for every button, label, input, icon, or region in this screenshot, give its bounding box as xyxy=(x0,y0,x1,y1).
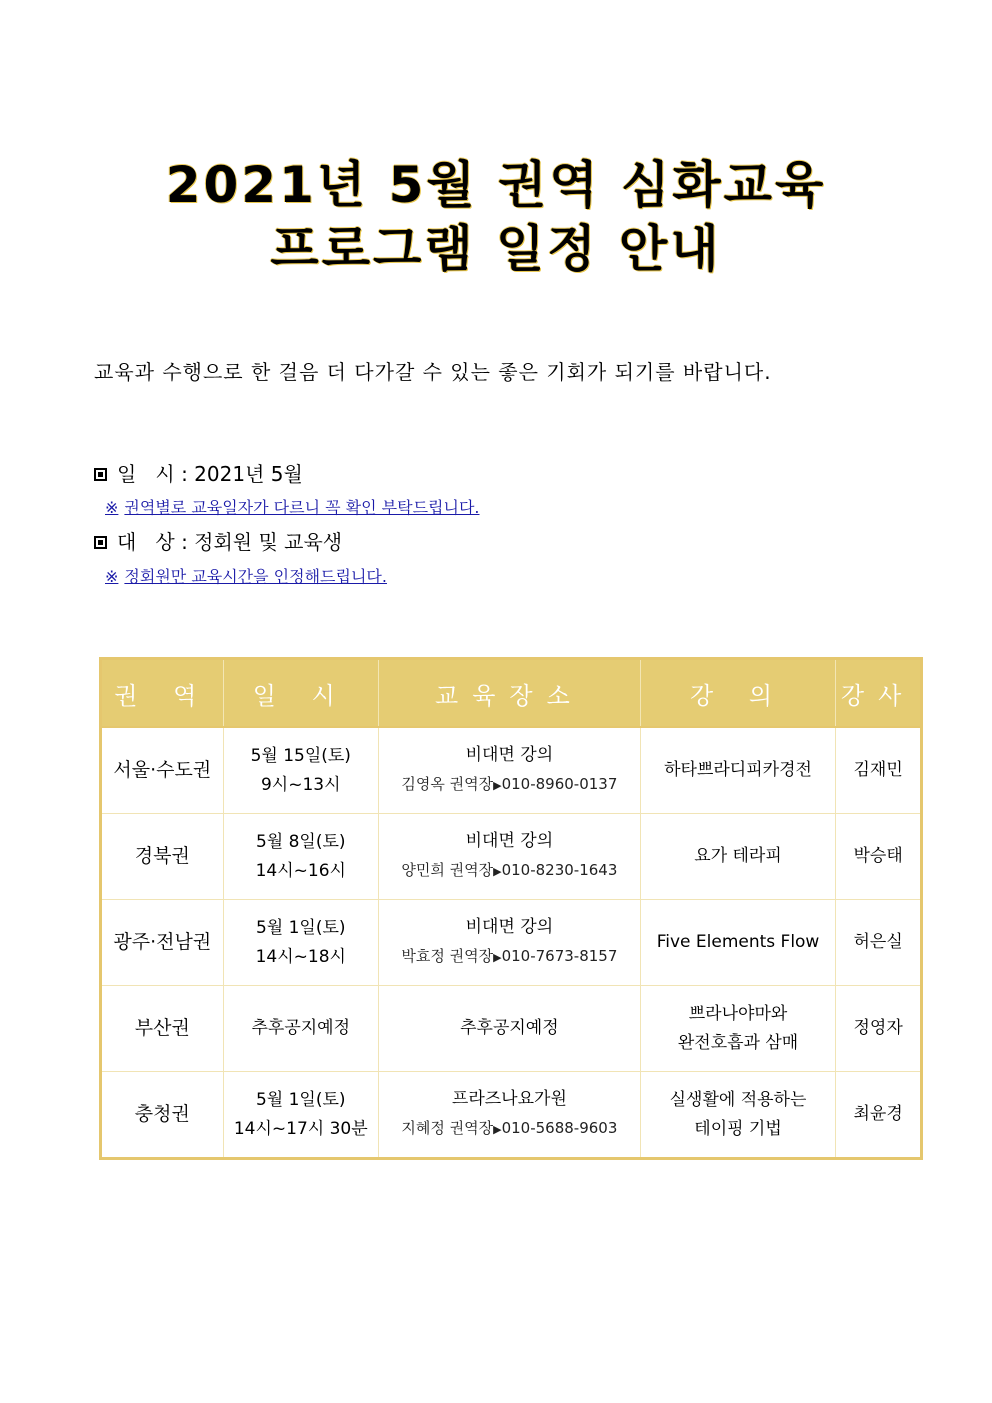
date-label: 일 시 : 2021년 5월 xyxy=(117,462,303,486)
instructor-cell: 최윤경 xyxy=(836,1072,922,1159)
date-cell xyxy=(223,814,378,900)
contact-name: 양민희 권역장 xyxy=(401,861,494,879)
lecture-line1: 하타쁘라디피카경전 xyxy=(664,760,812,780)
arrow-right-icon: ▶ xyxy=(493,865,502,878)
lecture-cell xyxy=(640,986,835,1072)
arrow-right-icon: ▶ xyxy=(493,1123,502,1136)
lecture-line1: Five Elements Flow xyxy=(656,932,820,952)
date-cell xyxy=(223,727,378,814)
region-cell: 서울·수도권 xyxy=(101,727,224,814)
time-text: 14시~18시 xyxy=(255,946,346,967)
table-header-row xyxy=(101,659,922,728)
lecture-line1: 요가 테라피 xyxy=(694,846,782,866)
region-cell: 부산권 xyxy=(101,986,224,1072)
page-title-line1: 2021년 5월 권역 심화교육 xyxy=(165,156,827,214)
place-cell: 추후공지예정 xyxy=(378,986,640,1072)
date-text: 5월 8일(토) xyxy=(255,831,346,852)
table-row xyxy=(101,727,922,814)
target-note-text: 정회원만 교육시간을 인정해드립니다. xyxy=(124,567,387,586)
place-text: 프라즈나요가원 xyxy=(451,1089,567,1109)
table-row xyxy=(101,900,922,986)
date-info xyxy=(94,458,303,487)
instructor-cell: 허은실 xyxy=(836,900,922,986)
region-cell: 광주·전남권 xyxy=(101,900,224,986)
place-text: 비대면 강의 xyxy=(465,831,554,851)
arrow-right-icon: ▶ xyxy=(493,951,502,964)
contact-phone: 010-8960-0137 xyxy=(501,775,618,793)
contact-name: 박효정 권역장 xyxy=(401,947,494,965)
place-cell xyxy=(378,727,640,814)
page-title-line2: 프로그램 일정 안내 xyxy=(270,220,722,278)
lecture-line2: 완전호흡과 삼매 xyxy=(677,1032,799,1053)
square-bullet-icon xyxy=(94,536,107,549)
lecture-cell xyxy=(640,727,835,814)
contact-phone: 010-8230-1643 xyxy=(501,861,618,879)
place-cell xyxy=(378,900,640,986)
schedule-table xyxy=(99,657,923,1160)
table-row xyxy=(101,1072,922,1159)
time-text: 14시~17시 30분 xyxy=(233,1118,368,1139)
header-date: 일 시 xyxy=(223,659,378,728)
contact-line xyxy=(379,856,640,886)
lecture-line1: 실생활에 적용하는 xyxy=(669,1089,807,1110)
square-bullet-icon xyxy=(94,468,107,481)
contact-name: 김영옥 권역장 xyxy=(401,775,494,793)
header-region: 권 역 xyxy=(101,659,224,728)
header-lecture: 강 의 xyxy=(640,659,835,728)
target-label: 대 상 : 정회원 및 교육생 xyxy=(117,530,343,554)
target-info xyxy=(94,526,342,555)
time-text: 9시~13시 xyxy=(260,774,341,795)
date-cell xyxy=(223,1072,378,1159)
date-note-text: 권역별로 교육일자가 다르니 꼭 확인 부탁드립니다. xyxy=(124,498,480,517)
instructor-cell: 박승태 xyxy=(836,814,922,900)
instructor-cell: 김재민 xyxy=(836,727,922,814)
table-row xyxy=(101,986,922,1072)
table-row xyxy=(101,814,922,900)
contact-phone: 010-7673-8157 xyxy=(501,947,618,965)
date-text: 5월 15일(토) xyxy=(250,745,351,766)
place-text: 비대면 강의 xyxy=(465,745,554,765)
instructor-cell: 정영자 xyxy=(836,986,922,1072)
lecture-cell xyxy=(640,1072,835,1159)
lecture-line1: 쁘라나야마와 xyxy=(688,1003,788,1024)
region-cell: 충청권 xyxy=(101,1072,224,1159)
date-note xyxy=(105,495,480,518)
date-text: 5월 1일(토) xyxy=(255,917,346,938)
contact-phone: 010-5688-9603 xyxy=(501,1119,618,1137)
reference-mark-icon: ※ xyxy=(105,567,119,586)
date-cell xyxy=(223,900,378,986)
contact-line xyxy=(379,942,640,972)
lecture-cell xyxy=(640,814,835,900)
date-cell: 추후공지예정 xyxy=(223,986,378,1072)
place-text: 비대면 강의 xyxy=(465,917,554,937)
contact-line xyxy=(379,1114,640,1144)
date-text: 5월 1일(토) xyxy=(255,1089,346,1110)
place-cell xyxy=(378,814,640,900)
lecture-line2: 테이핑 기법 xyxy=(694,1118,782,1139)
region-cell: 경북권 xyxy=(101,814,224,900)
lecture-cell xyxy=(640,900,835,986)
contact-line xyxy=(379,770,640,800)
target-note xyxy=(105,564,387,587)
arrow-right-icon: ▶ xyxy=(493,779,502,792)
reference-mark-icon: ※ xyxy=(105,498,119,517)
time-text: 14시~16시 xyxy=(255,860,346,881)
header-place: 교육장소 xyxy=(378,659,640,728)
contact-name: 지혜정 권역장 xyxy=(401,1119,494,1137)
place-cell xyxy=(378,1072,640,1159)
intro-text: 교육과 수행으로 한 걸음 더 다가갈 수 있는 좋은 기회가 되기를 바랍니다. xyxy=(94,360,772,384)
header-instructor: 강사 xyxy=(836,659,922,728)
